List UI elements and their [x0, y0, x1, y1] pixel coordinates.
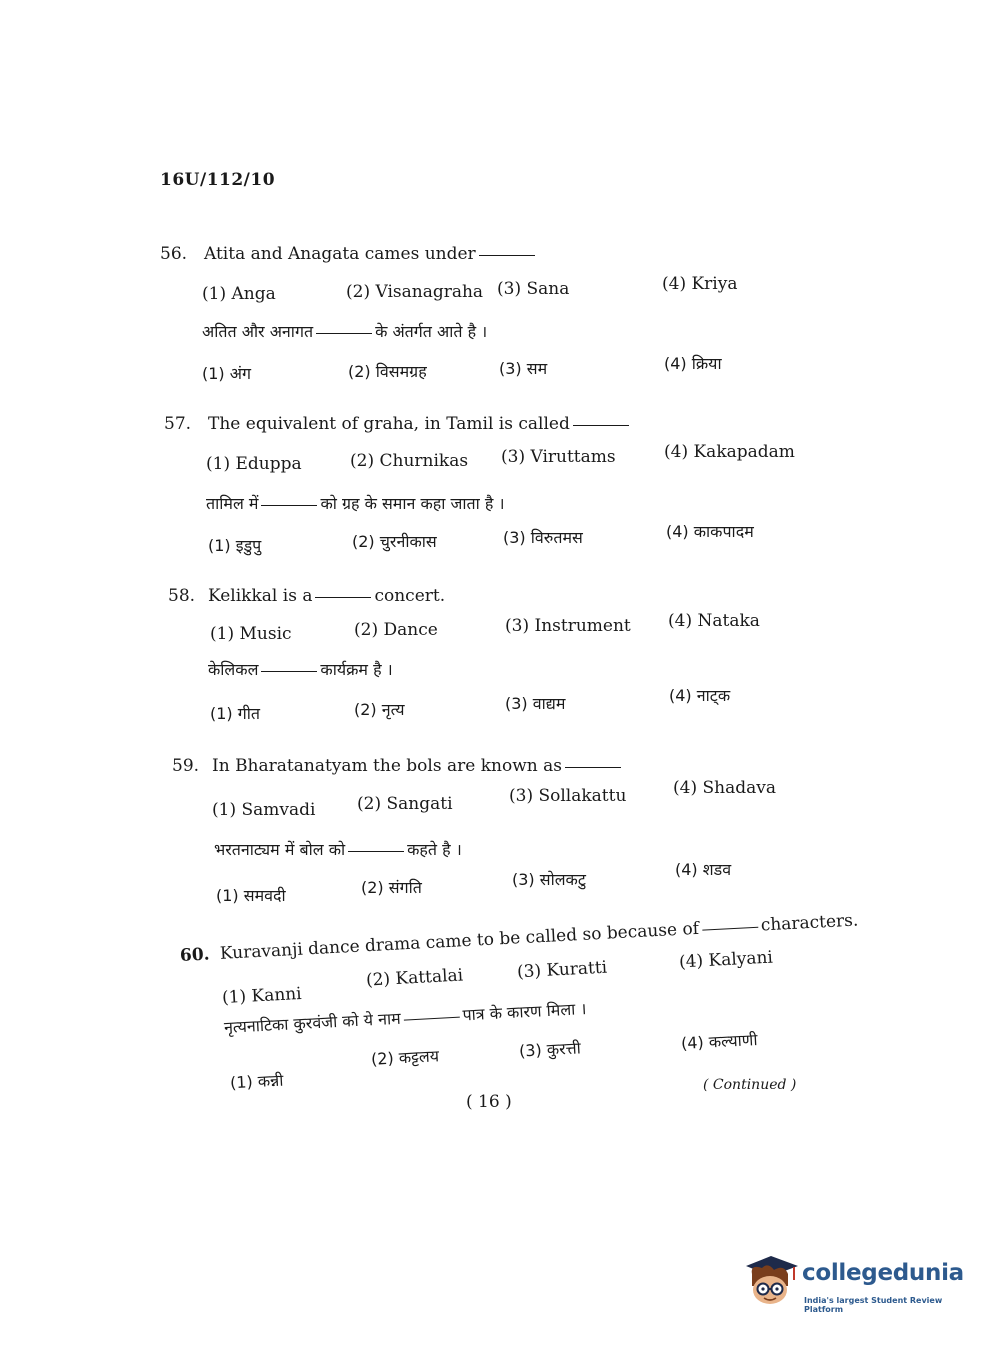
answer-blank	[316, 332, 372, 334]
option-2-en: (2) Dance	[354, 620, 438, 640]
answer-blank	[479, 254, 535, 256]
option-2-hi: (2) चुरनीकास	[352, 532, 437, 551]
brand-name: collegedunia	[802, 1260, 964, 1286]
option-2-hi: (2) संगति	[361, 878, 422, 897]
option-4-hi: (4) नाट्क	[669, 686, 731, 705]
answer-blank	[261, 670, 317, 672]
paper-code: 16U/112/10	[160, 170, 276, 190]
option-4-hi: (4) काकपादम	[666, 522, 754, 541]
option-2-hi: (2) कट्टलय	[370, 1046, 440, 1069]
option-3-hi: (3) विरुतमस	[503, 528, 583, 547]
option-2-en: (2) Kattalai	[365, 965, 464, 991]
option-2-en: (2) Sangati	[357, 794, 453, 814]
option-3-hi: (3) वाद्यम	[505, 694, 566, 713]
question-text-en: 56. Atita and Anagata cames under	[160, 244, 538, 264]
question-text-en: 60. Kuravanji dance drama came to be called so because of characters.	[179, 910, 859, 966]
question-text-en: 57. The equivalent of graha, in Tamil is called	[164, 414, 632, 434]
option-3-en: (3) Viruttams	[501, 447, 616, 467]
option-1-hi: (1) अंग	[202, 364, 251, 383]
answer-blank	[261, 504, 317, 506]
option-4-en: (4) Shadava	[673, 778, 776, 798]
option-1-en: (1) Music	[210, 624, 292, 644]
option-2-hi: (2) विसमग्रह	[348, 362, 427, 381]
question-text-en: 58. Kelikkal is a concert.	[168, 586, 446, 606]
answer-blank	[348, 850, 404, 852]
answer-blank	[565, 766, 621, 768]
answer-blank	[404, 1016, 460, 1021]
option-2-hi: (2) नृत्य	[354, 700, 405, 719]
option-4-en: (4) Kalyani	[678, 947, 774, 973]
brand-logo	[742, 1250, 972, 1316]
option-1-hi: (1) कन्नी	[229, 1070, 284, 1093]
option-3-en: (3) Kuratti	[516, 957, 608, 983]
option-1-en: (1) Anga	[202, 284, 276, 304]
option-1-en: (1) Kanni	[221, 983, 303, 1009]
question-text-hi: अतित और अनागत के अंतर्गत आते है ।	[202, 322, 488, 341]
option-1-hi: (1) इडुपु	[208, 536, 262, 555]
question-text-en: 59. In Bharatanatyam the bols are known as	[172, 756, 624, 776]
option-3-en: (3) Sana	[497, 279, 570, 299]
option-4-hi: (4) कल्याणी	[680, 1030, 758, 1053]
continued-note: ( Continued )	[703, 1077, 797, 1093]
option-1-en: (1) Eduppa	[206, 454, 302, 474]
option-4-en: (4) Kakapadam	[664, 442, 795, 462]
mascot-icon	[742, 1252, 800, 1310]
option-4-hi: (4) शडव	[675, 860, 732, 879]
answer-blank	[315, 596, 371, 598]
question-text-hi: तामिल में को ग्रह के समान कहा जाता है ।	[206, 494, 505, 513]
option-1-hi: (1) गीत	[210, 704, 261, 723]
option-4-en: (4) Nataka	[668, 611, 760, 631]
option-2-en: (2) Churnikas	[350, 451, 469, 471]
question-text-hi: केलिकल कार्यक्रम है ।	[208, 660, 393, 679]
option-4-en: (4) Kriya	[662, 274, 738, 294]
option-2-en: (2) Visanagraha	[346, 282, 484, 302]
option-3-hi: (3) कुरत्ती	[518, 1038, 582, 1061]
option-3-en: (3) Sollakattu	[509, 786, 627, 806]
option-1-en: (1) Samvadi	[212, 800, 316, 820]
brand-tagline: India's largest Student Review Platform	[804, 1296, 943, 1314]
option-3-hi: (3) सोलकटु	[512, 870, 586, 889]
answer-blank	[573, 424, 629, 426]
question-text-hi: नृत्यनाटिका कुरवंजी को ये नाम पात्र के कारण मिला ।	[223, 999, 587, 1037]
answer-blank	[702, 926, 758, 931]
option-1-hi: (1) समवदी	[216, 886, 286, 905]
page-number: ( 16 )	[466, 1092, 512, 1112]
option-3-en: (3) Instrument	[505, 616, 631, 636]
option-3-hi: (3) सम	[499, 359, 548, 378]
option-4-hi: (4) क्रिया	[664, 354, 722, 373]
question-text-hi: भरतनाट्यम में बोल को कहते है ।	[214, 840, 462, 859]
